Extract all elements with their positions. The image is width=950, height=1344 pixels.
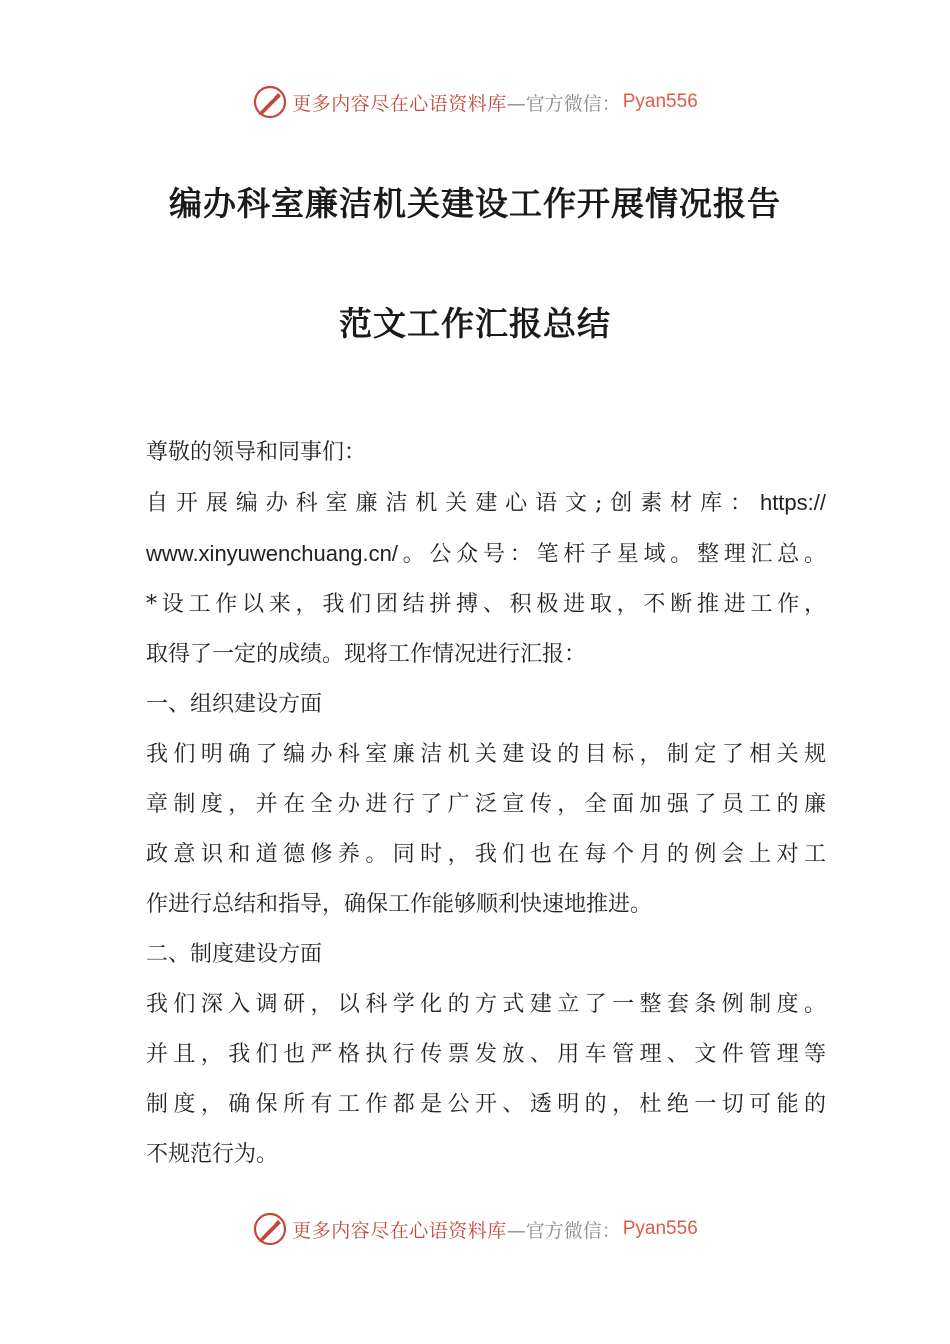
greeting: 尊敬的领导和同事们： (146, 440, 367, 465)
section-2-heading: 二、制度建设方面 (146, 942, 323, 967)
section-1-line: 政意识和道德修养。同时，我们也在每个月的例会上对工 (146, 842, 826, 867)
intro-line-3: *设工作以来，我们团结拼搏、积极进取，不断推进工作， (146, 592, 826, 617)
intro-url-part1[interactable]: https:// (759, 490, 826, 515)
intro-line-1-text: 自开展编办科室廉洁机关建心语文;创素材库： (146, 491, 760, 516)
header-banner (0, 80, 950, 124)
section-2-line: 并且，我们也严格执行传票发放、用车管理、文件管理等 (146, 1042, 826, 1067)
banner-site-name: 更多内容尽在心语资料库 (292, 92, 507, 115)
intro-line-2-text: 。公众号：笔杆子星域。整理汇总。 (397, 542, 826, 567)
section-1-line: 我们明确了编办科室廉洁机关建设的目标，制定了相关规 (146, 742, 826, 767)
footer-wechat-label: —官方微信： (506, 1219, 621, 1242)
document-title-line1: 编办科室廉洁机关建设工作开展情况报告 (169, 184, 781, 223)
footer-site-name: 更多内容尽在心语资料库 (292, 1219, 507, 1242)
document-title-line2: 范文工作汇报总结 (339, 304, 611, 343)
section-2-line: 我们深入调研，以科学化的方式建立了一整套条例制度。 (146, 992, 826, 1017)
banner-wechat-id: Pyan556 (622, 91, 698, 112)
quill-pen-icon (252, 84, 288, 120)
section-2-line: 制度，确保所有工作都是公开、透明的，杜绝一切可能的 (146, 1092, 826, 1117)
intro-line-4: 取得了一定的成绩。现将工作情况进行汇报： (146, 642, 587, 667)
section-2-line: 不规范行为。 (146, 1142, 279, 1167)
banner-wechat-label: —官方微信： (506, 92, 621, 115)
intro-url-part2[interactable]: www.xinyuwenchuang.cn/ (146, 541, 398, 566)
footer-wechat-id: Pyan556 (622, 1218, 698, 1239)
section-1-line: 章制度，并在全办进行了广泛宣传，全面加强了员工的廉 (146, 792, 826, 817)
document-body (146, 428, 826, 1180)
section-1-heading: 一、组织建设方面 (146, 692, 323, 717)
intro-line-2 (146, 529, 826, 580)
footer-banner (0, 1207, 950, 1251)
section-1-line: 作进行总结和指导，确保工作能够顺利快速地推进。 (146, 892, 653, 917)
quill-pen-icon (252, 1211, 288, 1247)
intro-line-1 (146, 478, 826, 529)
